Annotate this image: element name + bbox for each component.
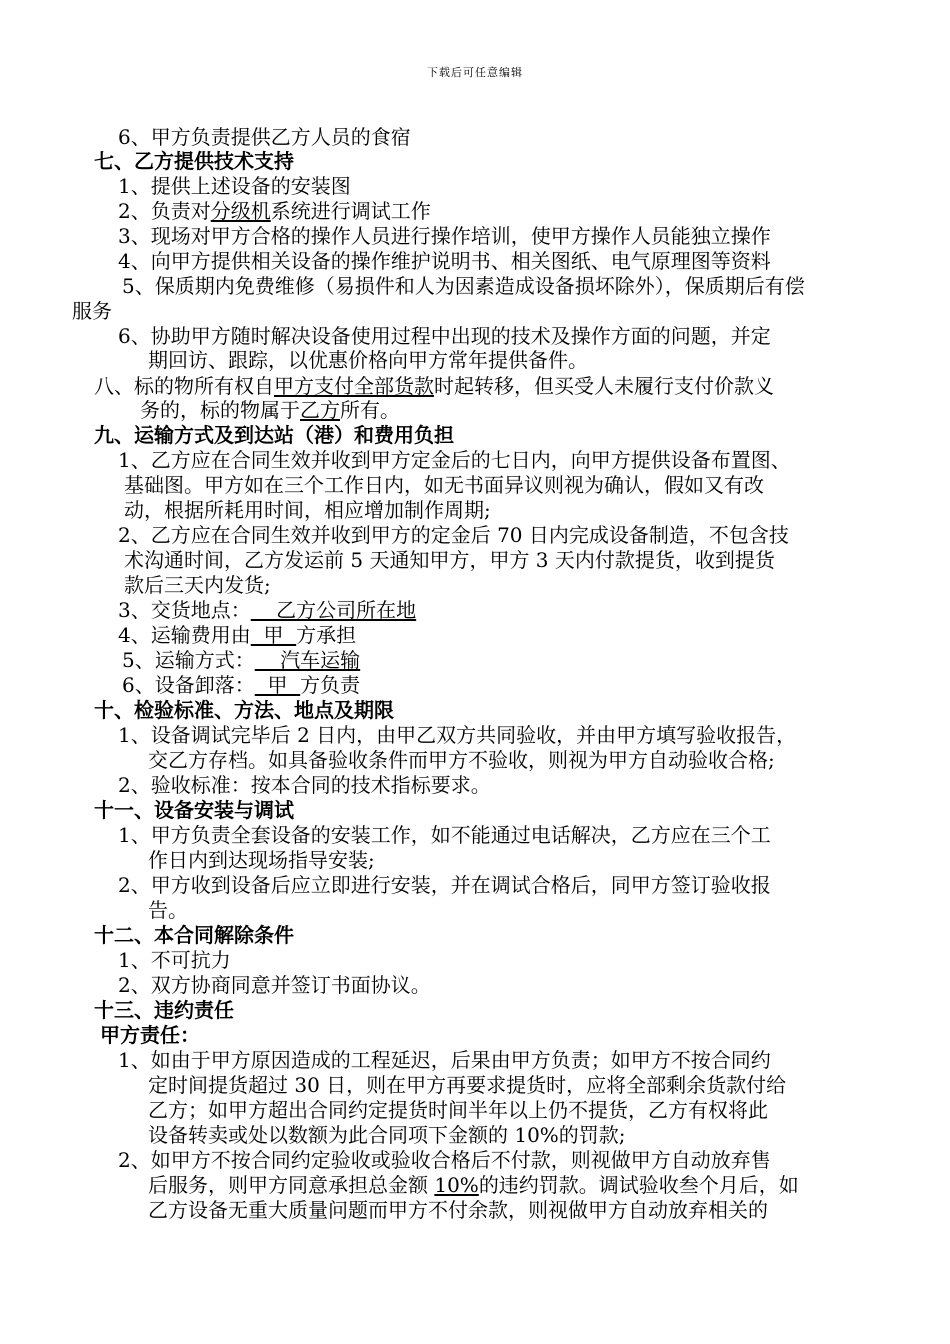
text-line <box>122 648 360 672</box>
text-span: 1、甲方负责全套设备的安装工作，如不能通过电话解决，乙方应在三个工 <box>118 823 771 847</box>
text-span: 系统进行调试工作 <box>270 199 431 223</box>
text-span: 1、乙方应在合同生效并收到甲方定金后的七日内，向甲方提供设备布置图、 <box>118 448 791 472</box>
text-span: 2、如甲方不按合同约定验收或验收合格后不付款，则视做甲方自动放弃售 <box>118 1148 771 1172</box>
text-line <box>118 973 431 997</box>
text-line <box>140 398 400 422</box>
text-span: 6、设备卸落： <box>122 673 255 697</box>
text-span: 1、不可抗力 <box>118 948 231 972</box>
text-span: 动，根据所耗用时间，相应增加制作周期; <box>124 498 491 522</box>
text-span: 十二、本合同解除条件 <box>94 923 294 947</box>
section-heading <box>94 423 454 447</box>
text-span: 八、标的物所有权自 <box>94 374 274 398</box>
text-span: 4、向甲方提供相关设备的操作维护说明书、相关图纸、电气原理图等资料 <box>118 249 771 273</box>
text-span: 务的，标的物属于 <box>140 398 300 422</box>
text-span: 2、双方协商同意并签订书面协议。 <box>118 973 431 997</box>
text-span: 6、协助甲方随时解决设备使用过程中出现的技术及操作方面的问题，并定 <box>118 324 771 348</box>
section-heading <box>94 149 294 173</box>
text-line <box>122 673 360 697</box>
underlined-text: 分级机 <box>210 199 271 223</box>
text-span: 款后三天内发货; <box>124 573 271 597</box>
text-line <box>118 823 771 847</box>
section-heading <box>94 798 294 822</box>
text-span: 3、现场对甲方合格的操作人员进行操作培训，使甲方操作人员能独立操作 <box>118 224 771 248</box>
text-span: 术沟通时间，乙方发运前 5 天通知甲方，甲方 3 天内付款提货，收到提货 <box>124 548 775 572</box>
text-line <box>148 898 188 922</box>
section-heading <box>100 1023 200 1047</box>
text-span: 方负责 <box>300 673 361 697</box>
underlined-text: 乙方公司所在地 <box>250 598 417 622</box>
text-span: 作日内到达现场指导安装; <box>148 848 375 872</box>
text-span: 乙方设备无重大质量问题而甲方不付余款，则视做甲方自动放弃相关的 <box>148 1198 768 1222</box>
text-span: 5、运输方式： <box>122 648 255 672</box>
text-span: 乙方；如甲方超出合同约定提货时间半年以上仍不提货，乙方有权将此 <box>148 1098 768 1122</box>
text-span: 4、运输费用由 <box>118 623 251 647</box>
text-line <box>72 299 112 323</box>
text-span: 十三、违约责任 <box>94 998 234 1022</box>
section-heading <box>94 923 294 947</box>
text-line <box>118 773 491 797</box>
text-span: 时起转移，但买受人未履行支付价款义 <box>434 374 774 398</box>
text-span: 2、负责对 <box>118 199 211 223</box>
text-line <box>124 473 764 497</box>
text-span: 3、交货地点： <box>118 598 251 622</box>
text-line <box>118 199 431 223</box>
text-span: 2、乙方应在合同生效并收到甲方的定金后 70 日内完成设备制造，不包含技 <box>118 523 789 547</box>
text-line <box>118 448 791 472</box>
text-span: 交乙方存档。如具备验收条件而甲方不验收，则视为甲方自动验收合格; <box>148 748 775 772</box>
text-span: 告。 <box>148 898 188 922</box>
text-line <box>94 374 774 398</box>
text-span: 服务 <box>72 299 112 323</box>
text-span: 九、运输方式及到达站（港）和费用负担 <box>94 423 454 447</box>
text-span: 1、设备调试完毕后 2 日内，由甲乙双方共同验收，并由甲方填写验收报告， <box>118 723 797 747</box>
section-heading <box>94 698 394 722</box>
text-span: 定时间提货超过 30 日，则在甲方再要求提货时，应将全部剩余货款付给 <box>148 1073 787 1097</box>
text-span: 方承担 <box>296 623 357 647</box>
text-line <box>118 1048 771 1072</box>
text-line <box>118 224 771 248</box>
text-line <box>148 1198 768 1222</box>
text-line <box>148 1123 626 1147</box>
text-span: 1、如由于甲方原因造成的工程延迟，后果由甲方负责；如甲方不按合同约 <box>118 1048 771 1072</box>
text-line <box>148 1098 768 1122</box>
text-line <box>148 848 375 872</box>
text-line <box>118 623 356 647</box>
text-span: 1、提供上述设备的安装图 <box>118 174 351 198</box>
text-span: 后服务，则甲方同意承担总金额 <box>148 1173 435 1197</box>
text-span: 十一、设备安装与调试 <box>94 798 294 822</box>
text-span: 的违约罚款。调试验收叁个月后，如 <box>478 1173 799 1197</box>
section-heading <box>94 998 234 1022</box>
text-line <box>122 274 805 298</box>
text-line <box>118 1148 771 1172</box>
text-line <box>118 948 231 972</box>
text-span: 5、保质期内免费维修（易损件和人为因素造成设备损坏除外），保质期后有偿 <box>122 274 805 298</box>
text-line <box>148 1173 799 1197</box>
underlined-text: 汽车运输 <box>254 648 361 672</box>
text-line <box>118 324 771 348</box>
text-span: 2、验收标准：按本合同的技术指标要求。 <box>118 773 491 797</box>
text-span: 设备转卖或处以数额为此合同项下金额的 10%的罚款; <box>148 1123 626 1147</box>
page-header: 下载后可任意编辑 <box>427 66 523 79</box>
text-line <box>118 598 416 622</box>
text-line <box>118 249 771 273</box>
underlined-text: 甲 <box>250 623 297 647</box>
text-span: 七、乙方提供技术支持 <box>94 149 294 173</box>
text-line <box>118 174 351 198</box>
underlined-text: 10% <box>434 1173 479 1197</box>
text-line <box>118 873 771 897</box>
text-span: 期回访、跟踪，以优惠价格向甲方常年提供备件。 <box>148 348 588 372</box>
text-line <box>118 523 789 547</box>
text-span: 所有。 <box>340 398 400 422</box>
underlined-text: 乙方 <box>300 398 340 422</box>
text-span: 基础图。甲方如在三个工作日内，如无书面异议则视为确认，假如又有改 <box>124 473 764 497</box>
text-line <box>124 573 271 597</box>
text-line <box>148 348 588 372</box>
underlined-text: 甲 <box>254 673 301 697</box>
text-line <box>118 723 796 747</box>
text-span: 2、甲方收到设备后应立即进行安装，并在调试合格后，同甲方签订验收报 <box>118 873 771 897</box>
text-line <box>124 548 775 572</box>
underlined-text: 甲方支付全部货款 <box>274 374 434 398</box>
text-span: 6、甲方负责提供乙方人员的食宿 <box>118 125 411 149</box>
text-span: 十、检验标准、方法、地点及期限 <box>94 698 394 722</box>
text-line <box>118 125 411 149</box>
text-line <box>148 748 775 772</box>
text-line <box>124 498 491 522</box>
text-line <box>148 1073 786 1097</box>
text-span: 甲方责任： <box>100 1023 200 1047</box>
